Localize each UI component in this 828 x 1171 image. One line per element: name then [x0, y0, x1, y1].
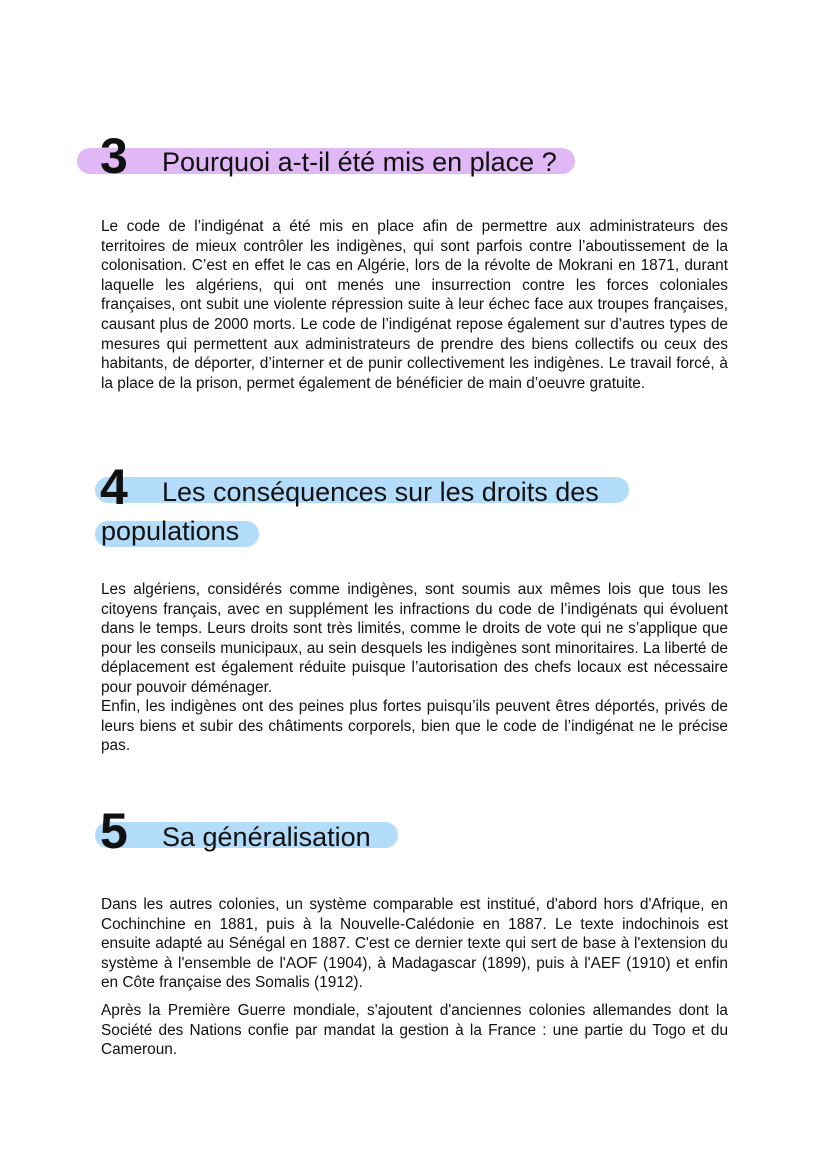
section-3-number: 3: [100, 128, 128, 184]
section-3-paragraph: Le code de l’indigénat a été mis en place afin de permettre aux administrateurs des territoires de mieux contrôler les indigènes, qui sont parfois contre l’aboutissement de la colonisation. C’est en effet le cas en Algérie, lors de la révolte de Mokrani en 1871, durant laquelle les algériens, qui ont menés une insurrection contre les forces coloniales françaises, ont subit une violente répression suite à leur échec face aux troupes françaises, causant plus de 2000 morts. Le code de l’indigénat repose également sur d’autres types de mesures qui permettent aux administrateurs de prendre des biens collectifs ou ceux des habitants, de déporter, d’interner et de punir collectivement les indigènes. Le travail forcé, à la place de la prison, permet également de bénéficier de main d’oeuvre gratuite.: [101, 218, 728, 392]
section-4-title-line1: Les conséquences sur les droits des: [162, 477, 599, 507]
section-5-number: 5: [100, 803, 128, 859]
section-4-number: 4: [100, 459, 128, 515]
section-4-paragraph-1: Les algériens, considérés comme indigènes, sont soumis aux mêmes lois que tous les citoyens français, avec en supplément les infractions du code de l’indigénats qui évoluent dans le temps. Leurs droits sont très limités, comme le droits de vote qui ne s’applique que pour les conseils municipaux, au sein desquels les indigènes sont minoritaires. La liberté de déplacement est également réduite puisque l’autorisation des chefs locaux est nécessaire pour pouvoir déménager.: [101, 581, 728, 696]
section-5-paragraph-2: Après la Première Guerre mondiale, s'ajoutent d'anciennes colonies allemandes dont la Société des Nations confie par mandat la gestion à la France : une partie du Togo et du Cameroun.: [101, 1002, 728, 1059]
section-5-paragraph-1: Dans les autres colonies, un système comparable est institué, d'abord hors d'Afrique, en Cochinchine en 1881, puis à la Nouvelle-Calédonie en 1887. Le texte indochinois est ensuite adapté au Sénégal en 1887. C'est ce dernier texte qui sert de base à l'extension du système à l'ensemble de l'AOF (1904), à Madagascar (1899), puis à l'AEF (1910) et enfin en Côte française des Somalis (1912).: [101, 896, 728, 992]
section-5-title: Sa généralisation: [162, 822, 371, 852]
section-4-title-line2: populations: [101, 516, 240, 546]
section-3-title: Pourquoi a-t-il été mis en place ?: [162, 147, 557, 177]
section-4-paragraph-2: Enfin, les indigènes ont des peines plus fortes puisqu’ils peuvent êtres déportés, privés de leurs biens et subir des châtiments corporels, bien que le code de l’indigénat ne le précise pas.: [101, 698, 728, 755]
